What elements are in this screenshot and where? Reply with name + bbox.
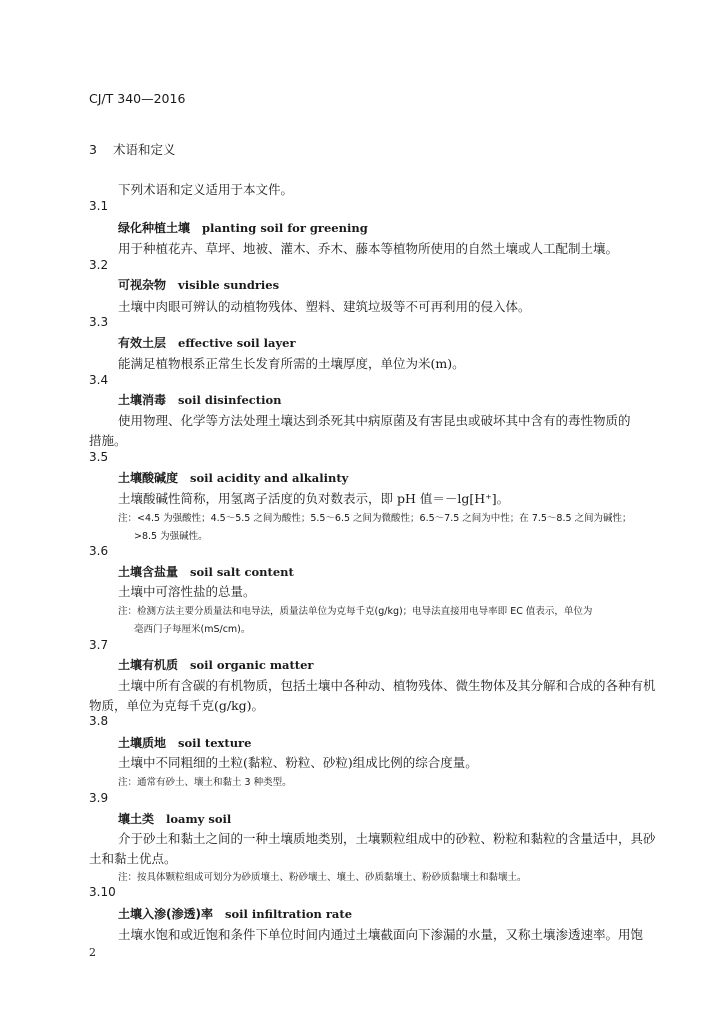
term-en: effective soil layer	[178, 336, 296, 350]
term-heading	[118, 656, 313, 673]
term-zh: 土壤有机质	[118, 658, 179, 672]
term-zh: 可视杂物	[118, 278, 167, 292]
term-en: soil infiltration rate	[224, 907, 353, 921]
section-title: 术语和定义	[112, 142, 176, 157]
term-en: soil organic matter	[190, 658, 314, 672]
term-definition: 土壤酸碱性简称，用氢离子活度的负对数表示，即 pH 值＝－lg[H⁺]。	[118, 491, 510, 506]
term-definition-continued: 物质，单位为克每千克(g/kg)。	[89, 698, 265, 713]
page-number: 2	[89, 946, 96, 959]
term-number: 3.1	[89, 199, 109, 213]
term-heading	[118, 469, 348, 486]
term-definition: 土壤中所有含碳的有机物质，包括土壤中各种动、植物残体、微生物体及其分解和合成的各种有机	[118, 678, 656, 693]
term-definition-continued: 土和黏土优点。	[89, 851, 177, 866]
term-number: 3.2	[89, 258, 109, 272]
term-heading	[118, 219, 368, 236]
term-zh: 有效土层	[118, 336, 167, 350]
term-number: 3.3	[89, 315, 109, 329]
term-zh: 土壤消毒	[118, 393, 167, 407]
term-number: 3.5	[89, 450, 109, 464]
term-en: visible sundries	[178, 278, 280, 292]
term-heading	[118, 905, 352, 922]
term-definition: 使用物理、化学等方法处理土壤达到杀死其中病原菌及有害昆虫或破坏其中含有的毒性物质的	[118, 413, 631, 428]
term-zh: 土壤入渗(渗透)率	[118, 907, 213, 921]
term-note-continued: >8.5 为强碱性。	[134, 531, 208, 542]
term-zh: 土壤含盐量	[118, 565, 179, 579]
term-note: 注：检测方法主要分质量法和电导法，质量法单位为克每千克(g/kg)；电导法直接用电导率即 EC 值表示，单位为	[118, 606, 593, 617]
term-zh: 土壤质地	[118, 736, 167, 750]
term-note: 注：<4.5 为强酸性；4.5～5.5 之间为酸性；5.5～6.5 之间为微酸性；6.5～7.5 之间为中性；在 7.5～8.5 之间为碱性；	[118, 513, 632, 524]
term-definition: 土壤中可溶性盐的总量。	[118, 584, 256, 599]
term-heading	[118, 810, 231, 827]
term-zh: 绿化种植土壤	[118, 221, 191, 235]
term-heading	[118, 391, 282, 408]
term-definition-continued: 措施。	[89, 433, 127, 448]
term-number: 3.4	[89, 373, 109, 387]
standard-code: CJ/T 340—2016	[89, 91, 186, 106]
term-note-continued: 毫西门子每厘米(mS/cm)。	[134, 624, 251, 635]
term-definition: 土壤水饱和或近饱和条件下单位时间内通过土壤截面向下渗漏的水量，又称土壤渗透速率。用饱	[118, 927, 644, 942]
term-number: 3.6	[89, 544, 109, 558]
term-heading	[118, 276, 279, 293]
term-definition: 介于砂土和黏土之间的一种土壤质地类别，土壤颗粒组成中的砂粒、粉粒和黏粒的含量适中，具砂	[118, 831, 656, 846]
term-en: loamy soil	[166, 812, 232, 826]
term-definition: 土壤中肉眼可辨认的动植物残体、塑料、建筑垃圾等不可再利用的侵入体。	[118, 299, 531, 314]
section-heading	[89, 140, 176, 158]
term-heading	[118, 563, 294, 580]
term-definition: 土壤中不同粗细的土粒(黏粒、粉粒、砂粒)组成比例的综合度量。	[118, 755, 478, 770]
intro-text: 下列术语和定义适用于本文件。	[118, 182, 294, 197]
term-number: 3.9	[89, 791, 109, 805]
term-definition: 能满足植物根系正常生长发育所需的土壤厚度，单位为米(m)。	[118, 356, 465, 371]
term-heading	[118, 334, 296, 351]
term-number: 3.10	[89, 885, 116, 899]
term-number: 3.8	[89, 714, 109, 728]
term-number: 3.7	[89, 638, 109, 652]
term-zh: 土壤酸碱度	[118, 471, 179, 485]
term-note: 注：按具体颗粒组成可划分为砂质壤土、粉砂壤土、壤土、砂质黏壤土、粉砂质黏壤土和黏壤土。	[118, 872, 527, 883]
section-number: 3	[89, 142, 97, 157]
term-en: soil salt content	[190, 565, 294, 579]
term-en: soil texture	[178, 736, 252, 750]
term-en: soil acidity and alkalinty	[190, 471, 349, 485]
term-heading	[118, 734, 251, 751]
term-en: planting soil for greening	[202, 221, 368, 235]
term-note: 注：通常有砂土、壤土和黏土 3 种类型。	[118, 777, 292, 788]
term-definition: 用于种植花卉、草坪、地被、灌木、乔木、藤本等植物所使用的自然土壤或人工配制土壤。	[118, 241, 619, 256]
term-en: soil disinfection	[178, 393, 282, 407]
term-zh: 壤土类	[118, 812, 155, 826]
